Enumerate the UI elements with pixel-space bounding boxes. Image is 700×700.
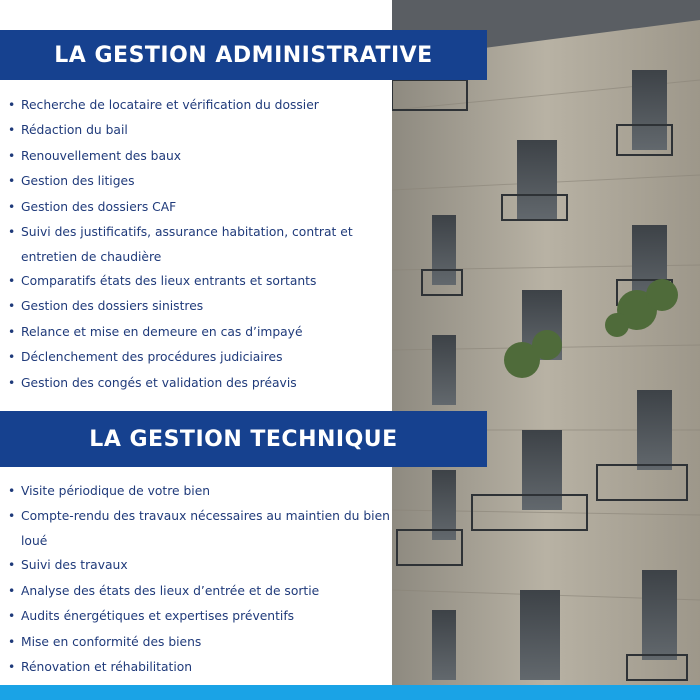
- administrative-title: LA GESTION ADMINISTRATIVE: [54, 42, 433, 68]
- list-item: • Rédaction du bail: [8, 118, 392, 143]
- list-item: • Visite périodique de votre bien: [8, 479, 392, 504]
- list-item: • Gestion des dossiers CAF: [8, 195, 392, 220]
- list-item: • Gestion des dossiers sinistres: [8, 294, 392, 319]
- list-item: • Recherche de locataire et vérification du dossier: [8, 93, 392, 118]
- list-item: • Rénovation et réhabilitation: [8, 655, 392, 680]
- administrative-banner: [0, 30, 487, 80]
- list-item: • Audits énergétiques et expertises préventifs: [8, 604, 392, 629]
- building-photo: [392, 0, 700, 685]
- list-item: • Comparatifs états des lieux entrants et sortants: [8, 269, 392, 294]
- list-item: • Relance et mise en demeure en cas d’impayé: [8, 320, 392, 345]
- list-item: • Compte-rendu des travaux nécessaires au maintien du bien loué: [8, 504, 392, 553]
- list-item: • Mise en conformité des biens: [8, 630, 392, 655]
- list-item: • Suivi des travaux: [8, 553, 392, 578]
- list-item: • Suivi des justificatifs, assurance habitation, contrat et entretien de chaudière: [8, 220, 392, 269]
- list-item: • Gestion des congés et validation des préavis: [8, 371, 392, 396]
- technical-title: LA GESTION TECHNIQUE: [89, 426, 398, 452]
- list-item: • Déclenchement des procédures judiciaires: [8, 345, 392, 370]
- list-item: • Renouvellement des baux: [8, 144, 392, 169]
- bottom-accent-bar: [0, 685, 700, 700]
- list-item: • Analyse des états des lieux d’entrée et de sortie: [8, 579, 392, 604]
- technical-banner: [0, 411, 487, 467]
- technical-list: [0, 479, 392, 680]
- administrative-list: [0, 93, 392, 396]
- list-item: • Gestion des litiges: [8, 169, 392, 194]
